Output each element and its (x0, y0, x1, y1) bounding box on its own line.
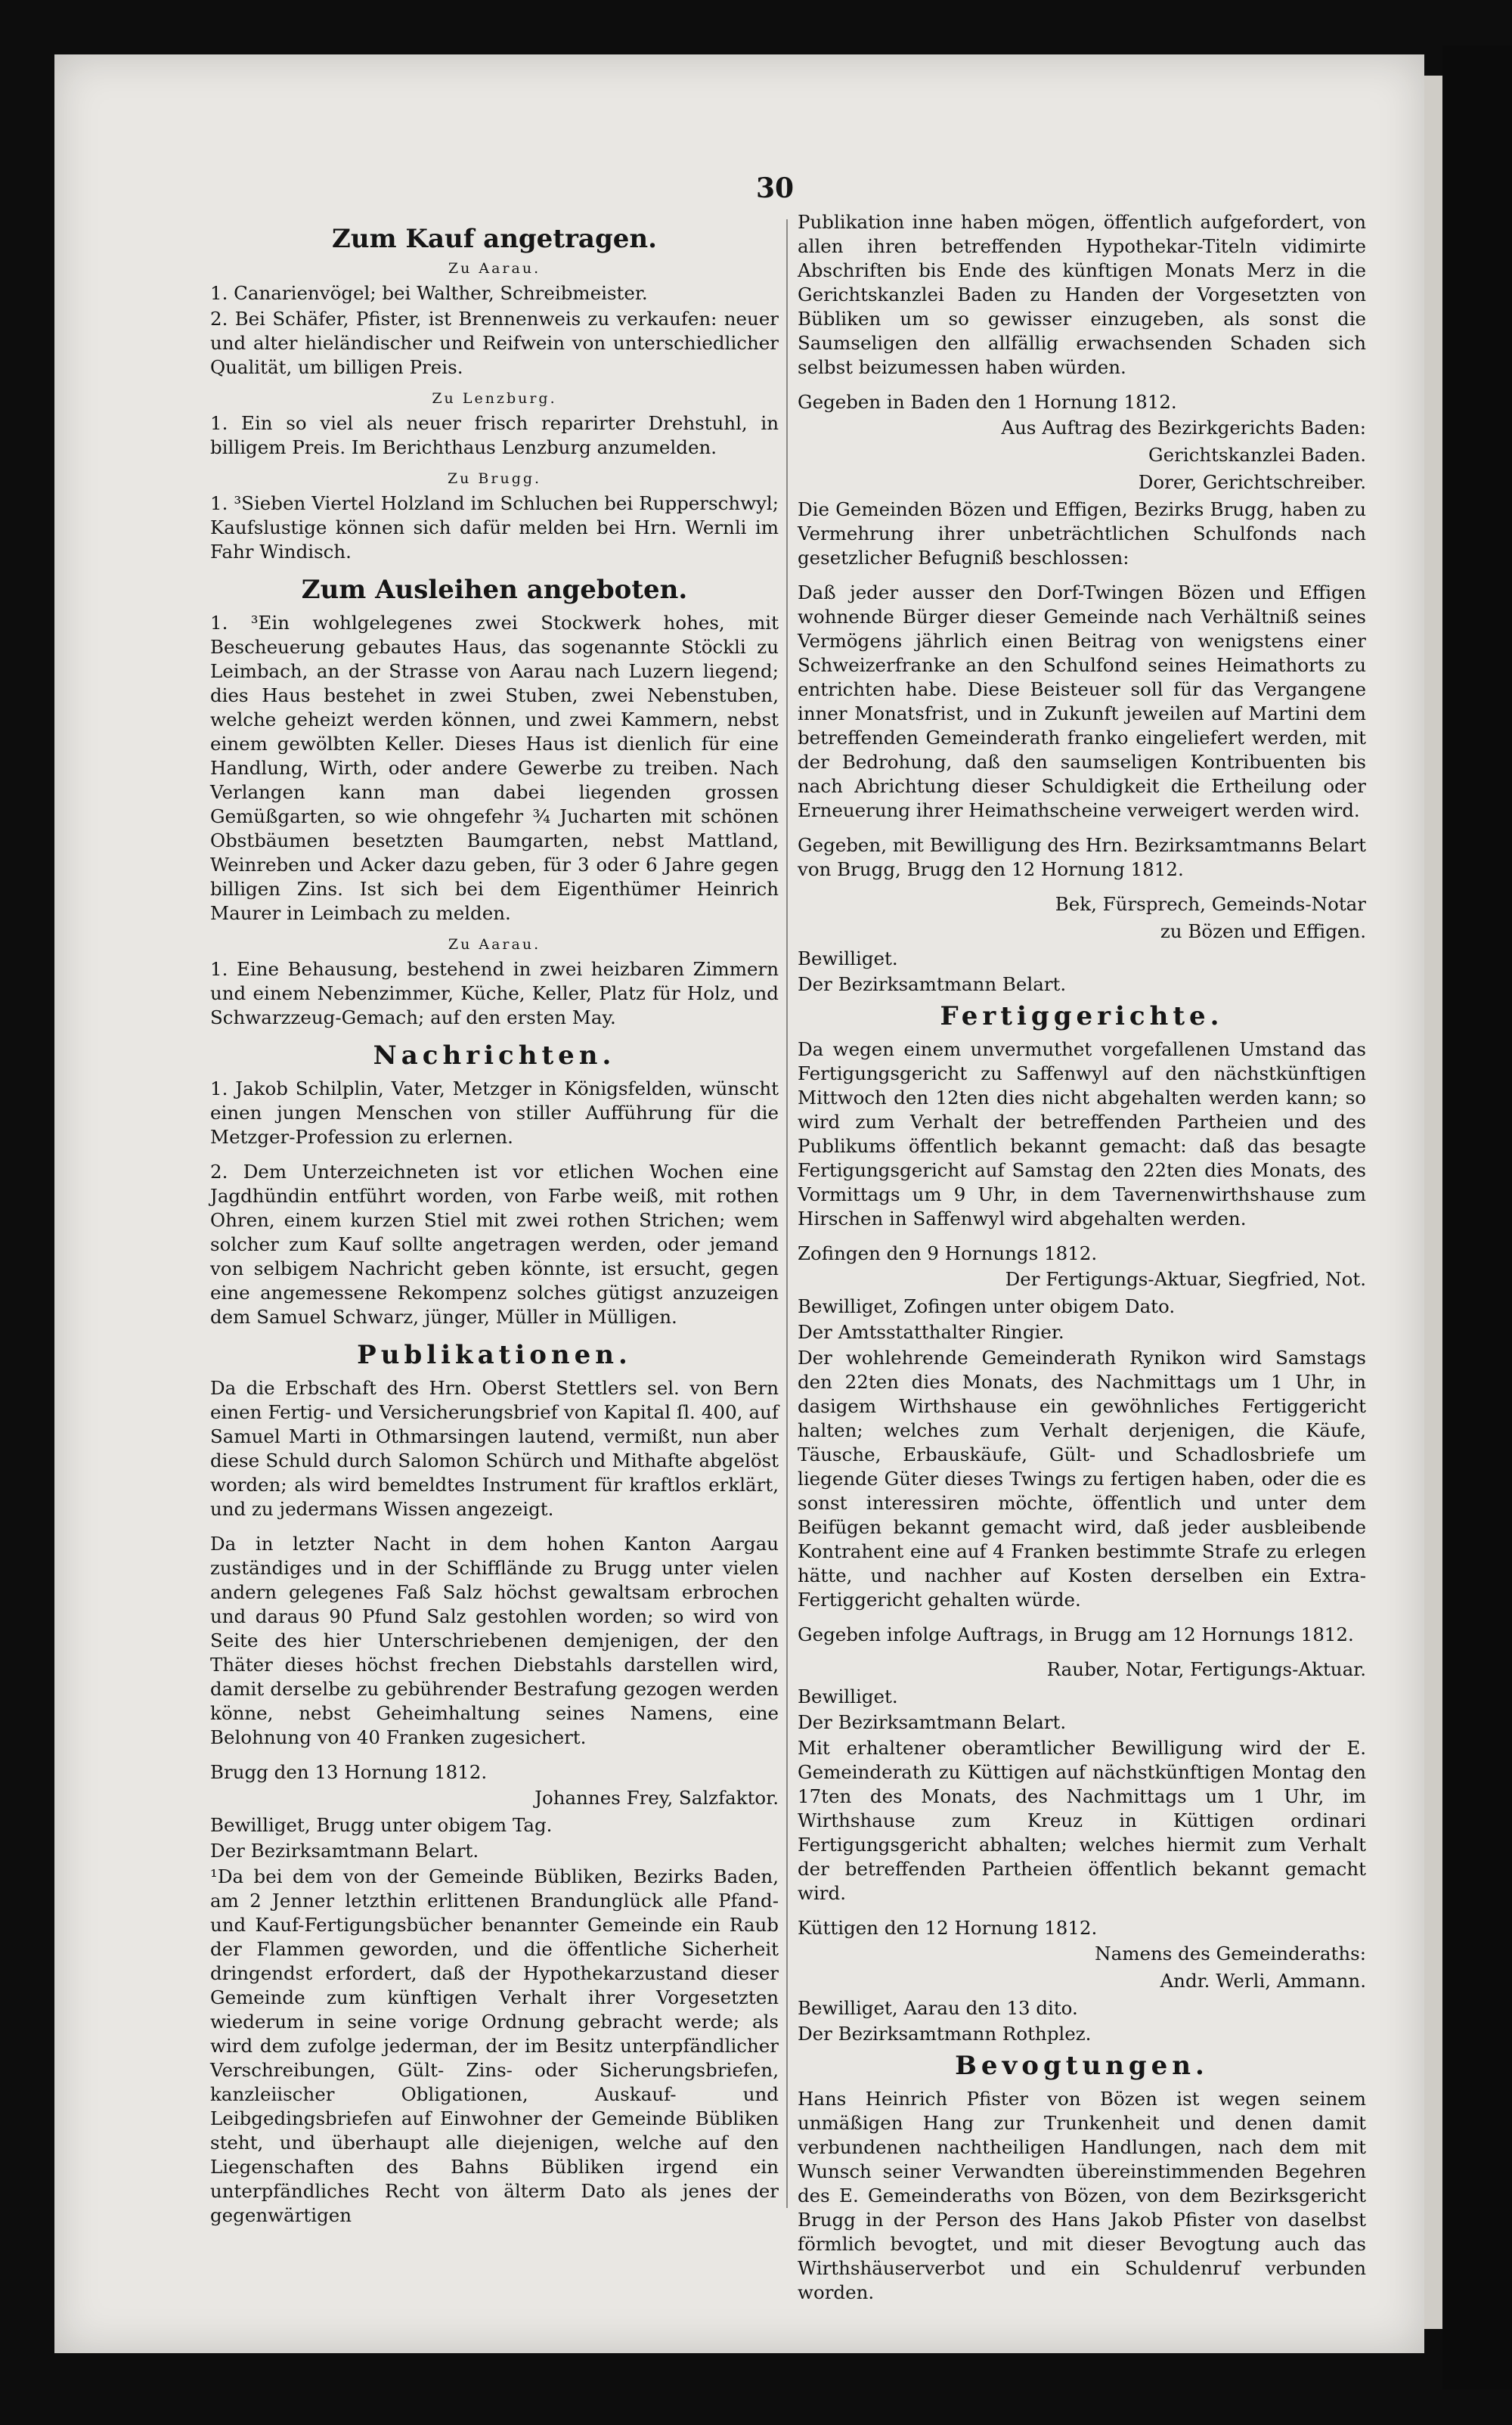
approval-line: Bewilliget, Aarau den 13 dito. (798, 1997, 1078, 2019)
official-line: Der Bezirksamtmann Rothplez. (798, 2023, 1092, 2045)
notice-text: Publikation inne haben mögen, öffentlich aufgefordert, von allen ihren betreffenden Hypothekar-Titeln vidimirte Abschriften bis Ende des künftigen Monats Merz in die Gerichtskanzlei Baden zu Handen der Vorgesetzten von Bübliken um so gewisser einzugeben, als sonst die Saumseligen den allfällig erwachsenden Schaden sich selbst beizumessen haben würden. (798, 211, 1366, 378)
page-number: 30 (756, 172, 795, 204)
notice-text: 2. Dem Unterzeichneten ist vor etlichen Wochen eine Jagdhündin entführt worden, von Farbe weiß, mit rothen Ohren, einem kurzen Stiel mit zwei rothen Strichen; wem solcher zum Kauf sollte angetragen werden, oder jemand von selbigem Nachricht geben könnte, ist ersucht, gegen eine angemessene Rekompenz solches gütigst anzuzeigen dem Samuel Schwarz, jünger, Müller in Mülligen. (210, 1161, 779, 1328)
notice-signature: Aus Auftrag des Bezirkgerichts Baden: (1001, 417, 1366, 439)
notice-date: Küttigen den 12 Hornung 1812. (798, 1917, 1098, 1939)
approval-line: Bewilliget, Zofingen unter obigem Dato. (798, 1295, 1176, 1317)
notice-text: 1. Eine Behausung, bestehend in zwei heizbaren Zimmern und einem Nebenzimmer, Küche, Keller, Platz für Holz, und Schwarzzeug-Gemach; auf den ersten May. (210, 958, 779, 1028)
right-column (798, 210, 1366, 2315)
notice-text: Der wohlehrende Gemeinderath Rynikon wird Samstags den 22ten dies Monats, des Nachmittags um 1 Uhr, in dasigem Wirthshause ein gewöhnliches Fertiggericht halten; welches zum Verhalt derjenigen, die Käufe, Täusche, Erbauskäufe, Gült- und Schadlosbriefe um liegende Güter dieses Twings zu fertigen haben, oder die es sonst interessiren möchte, öffentlich und unter dem Beifügen bekannt gemacht wird, daß jeder ausbleibende Kontrahent eine auf 4 Franken bestimmte Strafe zu erlegen hätte, und nachher auf Kosten derselben ein Extra-Fertiggericht gehalten würde. (798, 1347, 1366, 1611)
notice-text: 1. ³Sieben Viertel Holzland im Schluchen bei Rupperschwyl; Kaufslustige können sich dafür melden bei Hrn. Wernli im Fahr Windisch. (210, 492, 779, 563)
column-divider (786, 219, 788, 2208)
notice-text: Da in letzter Nacht in dem hohen Kanton Aargau zuständiges und in der Schifflände zu Brugg unter vielen andern gelegenes Faß Salz höchst gewaltsam erbrochen und daraus 90 Pfund Salz gestohlen worden; so wird von Seite des hier Unterschriebenen demjenigen, der den Thäter dieses höchst frechen Diebstahls darstellen wird, damit derselbe zu gebührender Bestrafung gezogen werden könne, nebst Geheimhaltung seines Namens, eine Belohnung von 40 Franken zugesichert. (210, 1533, 779, 1748)
notice-date: Brugg den 13 Hornung 1812. (210, 1761, 488, 1783)
notice-text: Da wegen einem unvermuthet vorgefallenen Umstand das Fertigungsgericht zu Saffenwyl auf den nächstkünftigen Mittwoch den 12ten dies nicht abgehalten werden kann; so wird zum Verhalt der betreffenden Partheien und des Publikums öffentlich bekannt gemacht: daß das besagte Fertigungsgericht auf Samstag den 22ten dies Monats, des Vormittags um 9 Uhr, in dem Tavernenwirthshause zum Hirschen in Saffenwyl wird abgehalten werden. (798, 1038, 1366, 1230)
notice-text: 1. Ein so viel als neuer frisch reparirter Drehstuhl, in billigem Preis. Im Berichthaus Lenzburg anzumelden. (210, 412, 779, 458)
section-heading-kauf: Zum Kauf angetragen. (332, 224, 657, 254)
approval-line: Bewilliget, Brugg unter obigem Tag. (210, 1814, 553, 1836)
section-heading-fertiggerichte: Fertiggerichte. (940, 1001, 1224, 1031)
approval-line: Bewilliget. (798, 947, 898, 969)
approval-line: Bewilliget. (798, 1685, 898, 1707)
section-heading-leihen: Zum Ausleihen angeboten. (301, 575, 688, 605)
place-label: Zu Lenzburg. (432, 390, 557, 407)
section-heading-publikationen: Publikationen. (357, 1340, 632, 1370)
official-line: Der Amtsstatthalter Ringier. (798, 1321, 1064, 1343)
notice-date: Gegeben in Baden den 1 Hornung 1812. (798, 391, 1177, 413)
notice-date: Gegeben, mit Bewilligung des Hrn. Bezirksamtmanns Belart von Brugg, Brugg den 12 Hornung 1812. (798, 834, 1366, 880)
section-heading-bevogtungen: Bevogtungen. (955, 2051, 1209, 2081)
notice-signature: Bek, Fürsprech, Gemeinds-Notar (1055, 893, 1366, 915)
notice-text: Daß jeder ausser den Dorf-Twingen Bözen und Effigen wohnende Bürger dieser Gemeinde nach Verhältniß seines Vermögens jährlich einen Beitrag von wenigstens einer Schweizerfranke an den Schulfond seines Heimathorts zu entrichten habe. Diese Beisteuer soll für das Vergangene inner Monatsfrist, und in Zukunft jeweilen auf Martini dem betreffenden Gemeinderath franko eingeliefert werden, mit der Bedrohung, daß den saumseligen Kontribuenten bis nach Abrichtung dieser Schuldigkeit die Ertheilung oder Erneuerung ihrer Heimathscheine verweigert werden wird. (798, 581, 1366, 821)
notice-signature: Johannes Frey, Salzfaktor. (534, 1787, 779, 1809)
notice-signature: Dorer, Gerichtschreiber. (1138, 471, 1366, 493)
official-line: Der Bezirksamtmann Belart. (798, 973, 1067, 995)
notice-signature: Namens des Gemeinderaths: (1095, 1943, 1366, 1964)
notice-text: 1. Canarienvögel; bei Walther, Schreibmeister. (210, 282, 648, 304)
notice-signature: Rauber, Notar, Fertigungs-Aktuar. (1046, 1658, 1366, 1680)
official-line: Der Bezirksamtmann Belart. (798, 1711, 1067, 1733)
notice-text: 2. Bei Schäfer, Pfister, ist Brennenweis zu verkaufen: neuer und alter hieländischer und Reifwein von unterschiedlicher Qualität, um billigen Preis. (210, 308, 779, 378)
notice-text: ¹Da bei dem von der Gemeinde Bübliken, Bezirks Baden, am 2 Jenner letzthin erlittenen Brandunglück alle Pfand- und Kauf-Fertigungsbücher benannter Gemeinde ein Raub der Flammen geworden, und die öffentliche Sicherheit dringendst erfordert, daß der Hypothekarzustand dieser Gemeinde zum künftigen Verhalt ihrer Vorgesetzten wiederum in seine vorige Ordnung gebracht werde; als wird dem zufolge jederman, der im Besitz unterpfändlicher Verschreibungen, Gült- Zins- oder Sicherungsbriefen, kanzleiischer Obligationen, Auskauf- und Leibgedingsbriefen auf Einwohner der Gemeinde Bübliken steht, und überhaupt alle diejenigen, welche auf den Liegenschaften des Bahns Bübliken irgend ein unterpfändliches Recht von älterm Dato als jenes der gegenwärtigen (210, 1865, 779, 2226)
notice-text: 1. Jakob Schilplin, Vater, Metzger in Königsfelden, wünscht einen jungen Menschen von stiller Aufführung für die Metzger-Profession zu erlernen. (210, 1078, 779, 1148)
notice-signature: zu Bözen und Effigen. (1160, 920, 1366, 942)
notice-text: Die Gemeinden Bözen und Effigen, Bezirks Brugg, haben zu Vermehrung ihrer unbeträchtlichen Schulfonds nach gesetzlicher Befugniß beschlossen: (798, 498, 1366, 569)
notice-text: Hans Heinrich Pfister von Bözen ist wegen seinem unmäßigen Hang zur Trunkenheit und denen damit verbundenen nachtheiligen Handlungen, nach dem mit Wunsch seiner Verwandten übereinstimmenden Begehren des E. Gemeinderaths von Bözen, von dem Bezirksgericht Brugg in der Person des Hans Jakob Pfister von daselbst förmlich bevogtet, und mit dieser Bevogtung auch das Wirthshäuserverbot und ein Schuldenruf verbunden worden. (798, 2088, 1366, 2303)
scan-background-strip (1442, 45, 1512, 2389)
section-heading-nachrichten: Nachrichten. (373, 1040, 616, 1071)
notice-signature: Andr. Werli, Ammann. (1160, 1970, 1366, 1992)
notice-date: Zofingen den 9 Hornungs 1812. (798, 1242, 1098, 1264)
notice-text: 1. ³Ein wohlgelegenes zwei Stockwerk hohes, mit Bescheuerung gebautes Haus, das sogenannte Stöckli zu Leimbach, an der Strasse von Aarau nach Luzern liegend; dies Haus bestehet in zwei Stuben, zwei Nebenstuben, welche geheizt werden können, und zwei Kammern, nebst einem gewölbten Keller. Dieses Haus ist dienlich für eine Handlung, Wirth, oder andere Gewerbe zu treiben. Nach Verlangen kann man dabei liegenden grossen Gemüßgarten, so wie ohngefehr ¾ Jucharten mit schönen Obstbäumen besetzten Baumgarten, nebst Mattland, Weinreben und Acker dazu geben, für 3 oder 6 Jahre gegen billigen Zins. Ist sich bei dem Eigenthümer Heinrich Maurer in Leimbach zu melden. (210, 612, 779, 924)
page-edge (1424, 76, 1442, 2329)
place-label: Zu Aarau. (448, 936, 541, 953)
notice-date: Gegeben infolge Auftrags, in Brugg am 12 Hornungs 1812. (798, 1623, 1354, 1645)
left-column (210, 219, 779, 2238)
notice-signature: Der Fertigungs-Aktuar, Siegfried, Not. (1005, 1268, 1366, 1290)
place-label: Zu Brugg. (447, 470, 542, 487)
notice-text: Da die Erbschaft des Hrn. Oberst Stettlers sel. von Bern einen Fertig- und Versicherungsbrief von Kapital ſl. 400, auf Samuel Marti in Othmarsingen lautend, vermißt, nun aber diese Schuld durch Salomon Schürch und Mithafte abgelöst worden; als wird bemeldtes Instrument für kraftlos erklärt, und zu jedermans Wissen angezeigt. (210, 1377, 779, 1520)
official-line: Der Bezirksamtmann Belart. (210, 1840, 479, 1862)
notice-text: Mit erhaltener oberamtlicher Bewilligung wird der E. Gemeinderath zu Küttigen auf nächstkünftigen Montag den 17ten des Monats, des Nachmittags um 1 Uhr, im Wirthshause zum Kreuz in Küttigen ordinari Fertigungsgericht abhalten; welches hiermit zum Verhalt der betreffenden Partheien öffentlich bekannt gemacht wird. (798, 1737, 1366, 1904)
notice-signature: Gerichtskanzlei Baden. (1148, 444, 1366, 466)
place-label: Zu Aarau. (448, 260, 541, 277)
